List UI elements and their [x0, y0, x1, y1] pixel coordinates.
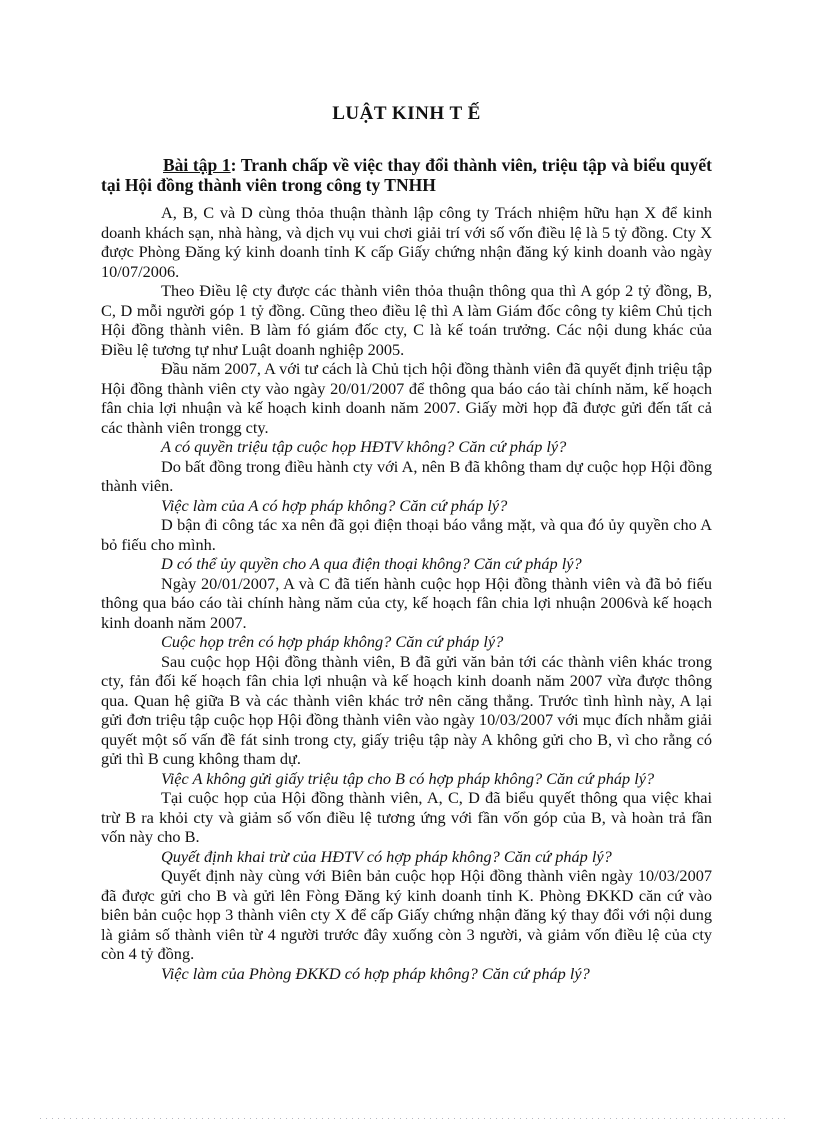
paragraph: Sau cuộc họp Hội đồng thành viên, B đã gửi văn bản tới các thành viên khác trong cty, fản đối kế hoạch fân chia lợi nhuận và kế hoạch kinh doanh năm 2007 vừa được thông qua. Quan hệ giữa B và các thành viên khác trở nên căng thẳng. Trước tình hình này, A lại gửi đơn triệu tập cuộc họp Hội đồng thành viên vào ngày 10/03/2007 với mục đích nhằm giải quyết một số vấn đề fát sinh trong cty, giấy triệu tập này A không gửi cho B, vì cho rằng có gửi thì B cung không tham dự. [101, 651, 712, 768]
paragraph: Quyết định này cùng với Biên bản cuộc họp Hội đồng thành viên ngày 10/03/2007 đã được gửi cho B và gửi lên Fòng Đăng ký kinh doanh tỉnh K. Phòng ĐKKD căn cứ vào biên bản cuộc họp 3 thành viên cty X để cấp Giấy chứng nhận đăng ký thay đổi với nội dung là giảm số thành viên từ 4 người trước đây xuống còn 3 người, và giảm vốn điều lệ của cty còn 4 tỷ đồng. [101, 866, 712, 963]
exercise-heading-text: : Tranh chấp về việc thay đổi thành viên, triệu tập và biểu quyết tại Hội đồng thành viên trong công ty TNHH [101, 155, 712, 195]
page-bottom-dotted-line [40, 1117, 788, 1119]
paragraph: A, B, C và D cùng thỏa thuận thành lập công ty Trách nhiệm hữu hạn X để kinh doanh khách sạn, nhà hàng, và dịch vụ vui chơi giải trí với số vốn điều lệ là 5 tỷ đồng. Cty X được Phòng Đăng ký kinh doanh tỉnh K cấp Giấy chứng nhận đăng ký kinh doanh vào ngày 10/07/2006. [101, 203, 712, 281]
question-line: A có quyền triệu tập cuộc họp HĐTV không? Căn cứ pháp lý? [161, 437, 567, 456]
paragraph: Ngày 20/01/2007, A và C đã tiến hành cuộc họp Hội đồng thành viên và đã bỏ fiếu thông qua báo cáo tài chính hàng năm của cty, kế hoạch fân chia lợi nhuận 2006và kế hoạch kinh doanh năm 2007. [101, 573, 712, 632]
document-content [101, 103, 712, 983]
question-line: Cuộc họp trên có hợp pháp không? Căn cứ pháp lý? [161, 632, 504, 651]
question-line: Quyết định khai trừ của HĐTV có hợp pháp không? Căn cứ pháp lý? [161, 846, 612, 866]
document-body [101, 203, 712, 983]
paragraph: Theo Điều lệ cty được các thành viên thỏa thuận thông qua thì A góp 2 tỷ đồng, B, C, D mỗi người góp 1 tỷ đồng. Cũng theo điều lệ thì A làm Giám đốc công ty kiêm Chủ tịch Hội đồng thành viên. B làm fó giám đốc cty, C là kế toán trưởng. Các nội dung khác của Điều lệ tương tự như Luật doanh nghiệp 2005. [101, 281, 712, 359]
exercise-label: Bài tập 1 [163, 155, 231, 175]
question-line: Việc A không gửi giấy triệu tập cho B có hợp pháp không? Căn cứ pháp lý? [161, 768, 655, 788]
paragraph: Tại cuộc họp của Hội đồng thành viên, A, C, D đã biểu quyết thông qua việc khai trừ B ra khỏi cty và giảm số vốn điều lệ tương ứng với fần vốn góp của B, và hoàn trả fần vốn này cho B. [101, 788, 712, 846]
exercise-heading [101, 155, 712, 195]
question-line: Việc làm của Phòng ĐKKD có hợp pháp không? Căn cứ pháp lý? [161, 963, 590, 983]
paragraph: D bận đi công tác xa nên đã gọi điện thoại báo vắng mặt, và qua đó ủy quyền cho A bỏ fiếu cho mình. [101, 515, 712, 554]
paragraph: Đầu năm 2007, A với tư cách là Chủ tịch hội đồng thành viên đã quyết định triệu tập Hội đồng thành viên cty vào ngày 20/01/2007 để thông qua báo cáo tài chính năm, kế hoạch fân chia lợi nhuận và kế hoạch kinh doanh năm 2007. Giấy mời họp đã được gửi đến tất cả các thành viên trongg cty. [101, 359, 712, 437]
document-title: LUẬT KINH T Ế [332, 103, 481, 124]
paragraph: Do bất đồng trong điều hành cty với A, nên B đã không tham dự cuộc họp Hội đồng thành viên. [101, 456, 712, 495]
question-line: Việc làm của A có hợp pháp không? Căn cứ pháp lý? [161, 495, 508, 515]
question-line: D có thể ủy quyền cho A qua điện thoại không? Căn cứ pháp lý? [161, 554, 582, 573]
